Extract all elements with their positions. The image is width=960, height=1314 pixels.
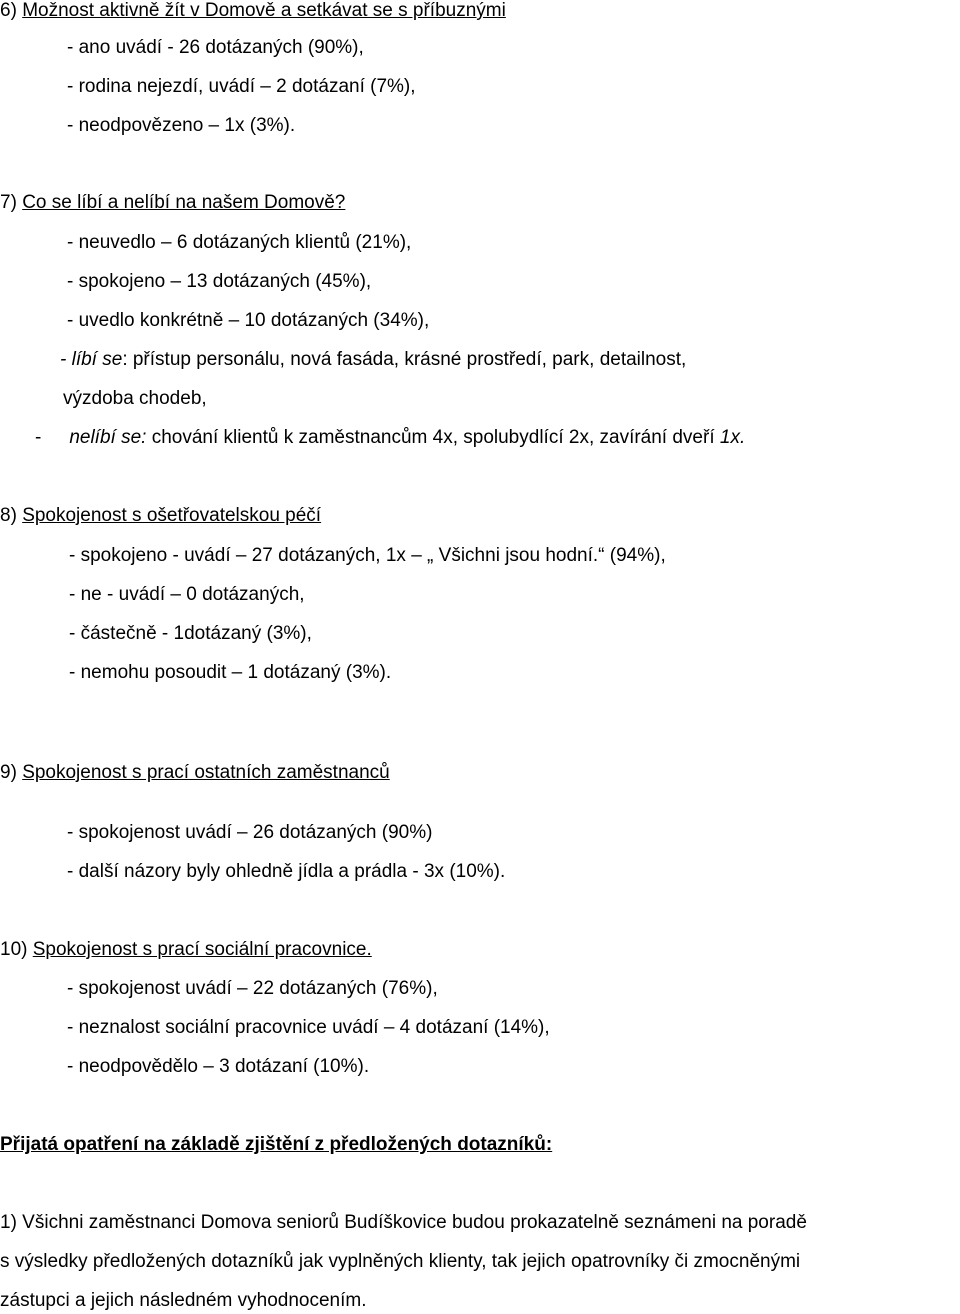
section-8-item: - ne - uvádí – 0 dotázaných, <box>69 584 305 605</box>
section-7-number: 7) <box>0 192 23 213</box>
section-8-heading <box>0 505 321 527</box>
section-9-item: - spokojenost uvádí – 26 dotázaných (90%) <box>67 822 433 843</box>
likes-continuation: výzdoba chodeb, <box>63 388 207 409</box>
dislikes-text: chování klientů k zaměstnancům 4x, spolubydlící 2x, zavírání dveří <box>146 427 720 448</box>
section-8-item: - nemohu posoudit – 1 dotázaný (3%). <box>69 662 392 683</box>
section-8-number: 8) <box>0 505 23 526</box>
section-7-item: - spokojeno – 13 dotázaných (45%), <box>67 271 372 292</box>
section-6-heading <box>0 0 506 22</box>
likes-text: : přístup personálu, nová fasáda, krásné prostředí, park, detailnost, <box>122 349 687 370</box>
section-9-heading <box>0 762 390 784</box>
section-10-title: Spokojenost s prací sociální pracovnice. <box>32 939 372 960</box>
section-7-item: - uvedlo konkrétně – 10 dotázaných (34%), <box>67 310 430 331</box>
section-10-item: - neodpovědělo – 3 dotázaní (10%). <box>67 1056 370 1077</box>
section-10-item: - neznalost sociální pracovnice uvádí – 4 dotázaní (14%), <box>67 1017 550 1038</box>
section-9-title: Spokojenost s prací ostatních zaměstnanců <box>22 762 390 783</box>
section-7-heading <box>0 192 345 214</box>
section-8-item: - spokojeno - uvádí – 27 dotázaných, 1x – „ Všichni jsou hodní.“ (94%), <box>69 545 666 566</box>
section-8-item: - částečně - 1dotázaný (3%), <box>69 623 312 644</box>
measures-line: s výsledky předložených dotazníků jak vyplněných klienty, tak jejich opatrovníky či zmocněnými <box>0 1251 801 1272</box>
dislikes-dash: - <box>35 427 42 448</box>
dislikes-label: nelíbí se: <box>69 427 147 448</box>
measures-line: zástupci a jejich následném vyhodnocením. <box>0 1290 367 1311</box>
likes-line <box>60 349 686 371</box>
section-6-item: - rodina nejezdí, uvádí – 2 dotázaní (7%), <box>67 76 416 97</box>
section-7-title: Co se líbí a nelíbí na našem Domově? <box>22 192 346 213</box>
measures-line: 1) Všichni zaměstnanci Domova seniorů Budíškovice budou prokazatelně seznámeni na poradě <box>0 1212 807 1233</box>
likes-label: - líbí se <box>60 349 123 370</box>
section-7-item: - neuvedlo – 6 dotázaných klientů (21%), <box>67 232 412 253</box>
section-6-item: - ano uvádí - 26 dotázaných (90%), <box>67 37 364 58</box>
section-6-number: 6) <box>0 0 23 21</box>
section-10-item: - spokojenost uvádí – 22 dotázaných (76%), <box>67 978 438 999</box>
section-9-item: - další názory byly ohledně jídla a prádla - 3x (10%). <box>67 861 506 882</box>
dislikes-line <box>35 427 745 449</box>
section-6-title: Možnost aktivně žít v Domově a setkávat se s příbuznými <box>22 0 506 21</box>
section-9-number: 9) <box>0 762 23 783</box>
section-6-item: - neodpovězeno – 1x (3%). <box>67 115 296 136</box>
measures-heading: Přijatá opatření na základě zjištění z předložených dotazníků: <box>0 1134 553 1155</box>
section-10-number: 10) <box>0 939 33 960</box>
dislikes-end: 1x. <box>719 427 746 448</box>
section-8-title: Spokojenost s ošetřovatelskou péčí <box>22 505 322 526</box>
section-10-heading <box>0 939 372 961</box>
